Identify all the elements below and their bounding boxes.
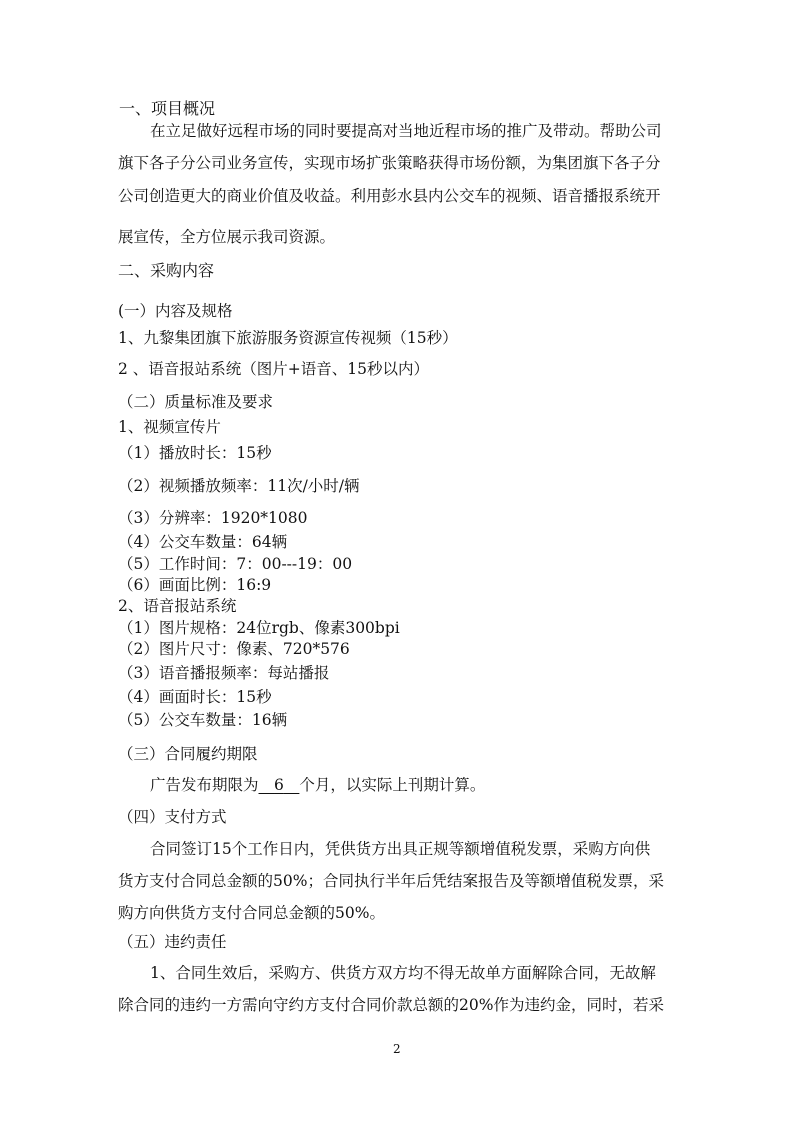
contract-term-months: 6	[274, 776, 284, 794]
voice-spec-item: （2）图片尺寸：像素、720*576	[118, 640, 350, 658]
voice-spec-item: （5）公交车数量：16辆	[118, 711, 288, 729]
section-1-para-line-2: 旗下各子分公司业务宣传，实现市场扩张策略获得市场份额，为集团旗下各子分	[118, 154, 661, 172]
sub-4-heading: （四）支付方式	[118, 808, 227, 826]
voice-spec-item: （4）画面时长：15秒	[118, 688, 272, 706]
payment-para-line-2: 货方支付合同总金额的50%；合同执行半年后凭结案报告及等额增值税发票，采	[118, 872, 664, 890]
sub-1-item-1: 1、九黎集团旗下旅游服务资源宣传视频（15秒）	[118, 329, 458, 347]
sub-1-item-2: 2 、语音报站系统（图片+语音、15秒以内）	[118, 360, 430, 378]
breach-para-line-1: 1、合同生效后，采购方、供货方双方均不得无故单方面解除合同，无故解	[150, 964, 656, 982]
sub-2-heading: （二）质量标准及要求	[118, 393, 274, 411]
video-spec-item: （5）工作时间：7：00---19：00	[118, 555, 353, 573]
payment-para-line-3: 购方向供货方支付合同总金额的50%。	[118, 904, 385, 922]
section-1-para-line-1: 在立足做好远程市场的同时要提高对当地近程市场的推广及带动。帮助公司	[150, 122, 662, 140]
breach-para-line-2: 除合同的违约一方需向守约方支付合同价款总额的20%作为违约金，同时，若采	[118, 996, 664, 1014]
section-1-para-line-3: 公司创造更大的商业价值及收益。利用彭水县内公交车的视频、语音播报系统开	[118, 187, 661, 205]
video-spec-item: （6）画面比例：16:9	[118, 576, 272, 594]
payment-para-line-1: 合同签订15个工作日内，凭供货方出具正规等额增值税发票，采购方向供	[150, 840, 651, 858]
video-spec-item: （1）播放时长：15秒	[118, 444, 272, 462]
video-spec-title: 1、视频宣传片	[118, 418, 221, 436]
section-2-heading: 二、采购内容	[118, 261, 215, 280]
section-1-para-line-4: 展宣传，全方位展示我司资源。	[118, 228, 336, 246]
contract-term-after: 个月，以实际上刊期计算。	[299, 776, 486, 794]
voice-spec-item: （3）语音播报频率：每站播报	[118, 664, 330, 682]
contract-term-before: 广告发布期限为	[150, 776, 259, 794]
voice-spec-item: （1）图片规格：24位rgb、像素300bpi	[118, 619, 400, 637]
sub-1-heading: (一）内容及规格	[118, 302, 233, 320]
voice-spec-title: 2、语音报站系统	[118, 597, 237, 615]
page-number: 2	[393, 1042, 401, 1056]
video-spec-item: （2）视频播放频率：11次/小时/辆	[118, 477, 360, 495]
video-spec-item: （4）公交车数量：64辆	[118, 533, 288, 551]
section-1-heading: 一、项目概况	[119, 99, 216, 118]
sub-3-heading: （三）合同履约期限	[118, 745, 258, 763]
contract-term-line	[150, 778, 485, 794]
sub-5-heading: （五）违约责任	[118, 933, 227, 951]
video-spec-item: （3）分辨率：1920*1080	[118, 509, 308, 527]
